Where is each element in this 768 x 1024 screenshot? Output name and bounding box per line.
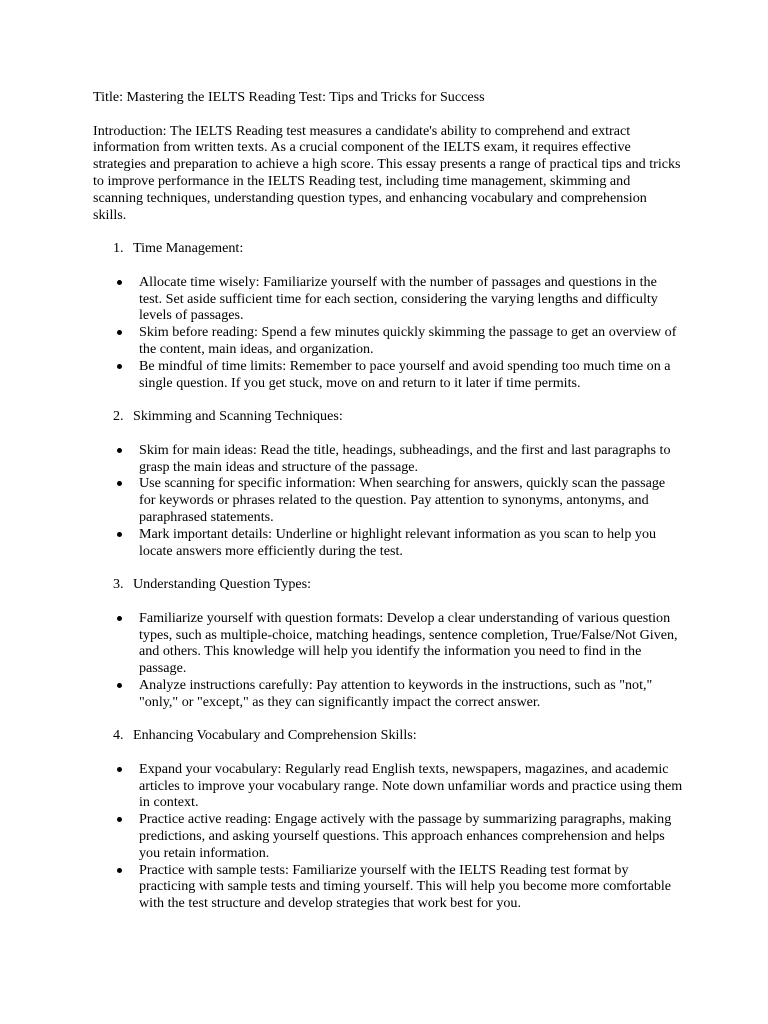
bullet-icon [93,677,139,711]
bullet-icon [93,442,139,476]
bullet-icon [93,761,139,811]
list-item [93,761,683,811]
section-title: Understanding Question Types: [133,576,312,593]
list-item [93,862,683,912]
section-heading-vocabulary-comprehension [93,727,683,744]
section-heading-time-management [93,240,683,257]
bullet-icon [93,324,139,358]
section-number: 3. [113,576,124,593]
section-title: Time Management: [133,240,244,257]
bullet-text: Practice active reading: Engage actively with the passage by summarizing paragraphs, making predictions, and asking yourself questions. This approach enhances comprehension and helps you retain information. [139,811,672,861]
bullet-text: Use scanning for specific information: When searching for answers, quickly scan the passage for keywords or phrases related to the question. Pay attention to synonyms, antonyms, and paraphrased statements. [139,475,666,525]
bullet-text: Analyze instructions carefully: Pay attention to keywords in the instructions, such as "not," "only," or "except," as they can significantly impact the correct answer. [139,676,653,710]
list-item [93,811,683,861]
list-item [93,442,683,476]
section-heading-skimming-scanning [93,408,683,425]
list-item [93,274,683,324]
section-number: 2. [113,408,124,425]
section-number: 1. [113,240,124,257]
bullet-text: Skim for main ideas: Read the title, headings, subheadings, and the first and last paragraphs to grasp the main ideas and structure of the passage. [139,441,671,475]
bullet-list-time-management [93,274,683,392]
section-number: 4. [113,727,124,744]
bullet-icon [93,358,139,392]
bullet-icon [93,274,139,324]
bullet-text: Be mindful of time limits: Remember to pace yourself and avoid spending too much time on a single question. If you get stuck, move on and return to it later if time permits. [139,357,671,391]
bullet-text: Familiarize yourself with question formats: Develop a clear understanding of various question types, such as multiple-choice, matching headings, sentence completion, True/False/Not Given, and others. This knowledge will help you identify the information you need to find in the passage. [139,609,678,677]
bullet-icon [93,610,139,677]
section-title: Skimming and Scanning Techniques: [133,408,343,425]
bullet-icon [93,811,139,861]
bullet-text: Expand your vocabulary: Regularly read English texts, newspapers, magazines, and academic articles to improve your vocabulary range. Note down unfamiliar words and practice using them in context. [139,760,683,811]
document-content [93,89,683,929]
bullet-text: Practice with sample tests: Familiarize yourself with the IELTS Reading test format by practicing with sample tests and timing yourself. This will help you become more comfortable with the test structure and develop strategies that work best for you. [139,861,672,912]
bullet-icon [93,526,139,560]
bullet-icon [93,475,139,525]
list-item [93,324,683,358]
bullet-icon [93,862,139,912]
bullet-list-vocabulary-comprehension [93,761,683,912]
bullet-text: Skim before reading: Spend a few minutes quickly skimming the passage to get an overview of the content, main ideas, and organization. [139,324,677,357]
bullet-text: Mark important details: Underline or highlight relevant information as you scan to help you locate answers more efficiently during the test. [139,525,657,559]
list-item [93,526,683,560]
list-item [93,475,683,525]
bullet-list-skimming-scanning [93,442,683,560]
section-title: Enhancing Vocabulary and Comprehension Skills: [133,727,417,744]
list-item [93,358,683,392]
document-title: Title: Mastering the IELTS Reading Test: Tips and Tricks for Success [93,89,485,105]
list-item [93,610,683,677]
bullet-list-question-types [93,610,683,711]
introduction-paragraph: Introduction: The IELTS Reading test measures a candidate's ability to comprehend and extract information from written texts. As a crucial component of the IELTS exam, it requires effective strategies and preparation to achieve a high score. This essay presents a range of practical tips and tricks to improve performance in the IELTS Reading test, including time management, skimming and scanning techniques, understanding question types, and enhancing vocabulary and comprehension skills. [93,122,681,223]
bullet-text: Allocate time wisely: Familiarize yourself with the number of passages and questions in the test. Set aside sufficient time for each section, considering the varying lengths and difficulty levels of passages. [139,273,658,324]
list-item [93,677,683,711]
section-heading-question-types [93,576,683,593]
